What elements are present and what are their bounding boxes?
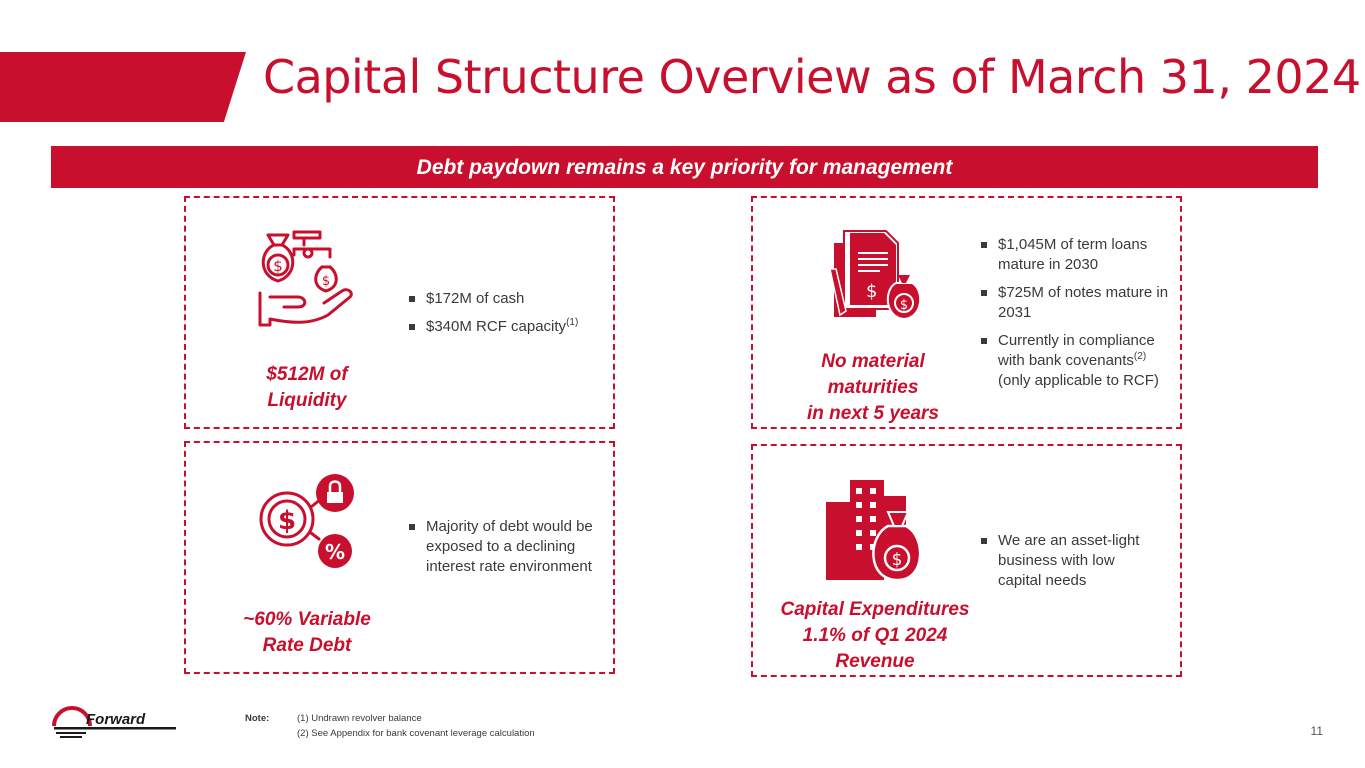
page-title: Capital Structure Overview as of March 31, 2024: [263, 50, 1361, 104]
svg-text:$: $: [273, 257, 283, 275]
forward-logo: [50, 702, 180, 742]
maturities-bullet-term-loans: $1,045M of term loans mature in 2030: [980, 235, 1175, 275]
key-message-banner: Debt paydown remains a key priority for management: [51, 146, 1318, 188]
svg-text:%: %: [324, 540, 346, 564]
footnote-1: (1) Undrawn revolver balance: [297, 713, 422, 724]
variable-rate-bullets: [408, 517, 608, 585]
svg-text:$: $: [321, 274, 331, 289]
footnote-2: (2) See Appendix for bank covenant leverage calculation: [297, 728, 535, 739]
capex-bullet: We are an asset-light business with low capital needs: [980, 531, 1155, 591]
interest-rate-icon: [255, 471, 365, 571]
capex-bullets: [980, 531, 1155, 599]
maturities-bullet-covenants: Currently in compliance with bank covenants$^{(2)}$ (only applicable to RCF): [980, 331, 1175, 391]
liquidity-bullet-cash: $172M of cash: [408, 289, 608, 309]
footnotes-label: Note:: [245, 713, 270, 724]
title-accent-bar: [0, 52, 246, 122]
building-money-bag-icon: [822, 476, 932, 586]
svg-text:$: $: [277, 506, 297, 536]
money-hand-icon: [250, 223, 360, 333]
svg-text:$: $: [899, 298, 909, 313]
svg-text:Forward: Forward: [86, 711, 146, 728]
footnotes: [245, 711, 535, 741]
liquidity-bullet-rcf: $340M RCF capacity$^{(1)}$: [408, 317, 608, 337]
capex-caption: Capital Expenditures 1.1% of Q1 2024 Revenue: [780, 599, 970, 672]
maturities-caption: No material maturities in next 5 years: [806, 351, 940, 424]
document-money-bag-icon: [820, 225, 940, 330]
svg-text:$: $: [866, 281, 878, 302]
liquidity-caption: $512M of Liquidity: [266, 364, 348, 411]
svg-text:$: $: [891, 550, 903, 570]
variable-rate-caption: ~60% Variable Rate Debt: [243, 609, 371, 656]
maturities-bullets: [980, 235, 1175, 399]
liquidity-bullets: [408, 289, 608, 345]
maturities-bullet-notes: $725M of notes mature in 2031: [980, 283, 1175, 323]
variable-rate-bullet: Majority of debt would be exposed to a declining interest rate environment: [408, 517, 608, 577]
page-number: 11: [1310, 724, 1323, 738]
